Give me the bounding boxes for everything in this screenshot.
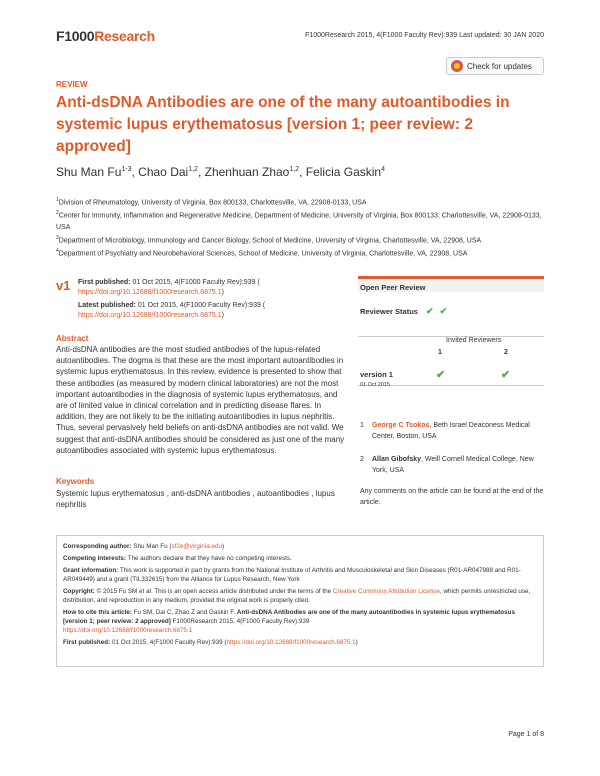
keywords-text: Systemic lupus erythematosus , anti-dsDNA antibodies , autoantibodies , lupus nephritis <box>56 489 335 509</box>
author[interactable]: Zhenhuan Zhao$^{1,2}$ <box>204 165 300 179</box>
cite-doi-link[interactable]: https://doi.org/10.12688/f1000research.6875.1 <box>63 627 193 634</box>
latest-published: Latest published: 01 Oct 2015, 4(F1000 Faculty Rev):939 ( https://doi.org/10.12688/f1000research.6875.1) <box>78 302 266 319</box>
reviewer-status: Reviewer Status ✔ ✔ <box>360 306 448 316</box>
grant-information: Grant information: This work is supported in part by grants from the National Institute of Arthritis and Musculoskeletal and Skin Diseases (R01-AR047988 and R01-AR049449) and a grant (TIL332615) from the Alliance for Lupus Research, New York <box>63 567 521 583</box>
page-header <box>56 28 544 48</box>
first-published-info: First published: 01 Oct 2015, 4(F1000 Faculty Rev):939 (https://doi.org/10.12688/f1000research.6875.1) <box>63 639 358 646</box>
check-for-updates-button[interactable]: Check for updates <box>446 57 544 75</box>
open-peer-review-panel: Open Peer Review Reviewer Status ✔ ✔ Invited Reviewers 1 2 version 1 01 Oct 2015 ✔ ✔ 1 George C Tsokos, Beth Israel Deaconess Medical Center, Boston, USA 2 Allan Gibofsky, Weill Cornell Medical College, New York, USA Any comments on the article can be found at the end of the article. <box>358 276 544 512</box>
citation-line: F1000Research 2015, 4(F1000 Faculty Rev):939 Last updated: 30 JAN 2020 <box>305 32 544 39</box>
author[interactable]: Shu Man Fu$^{1-3}$ <box>56 165 132 179</box>
corresponding-author: Corresponding author: Shu Man Fu (sf2e@virginia.edu) <box>63 543 225 550</box>
peer-review-heading: Open Peer Review <box>358 276 544 292</box>
version-date: 01 Oct 2015 <box>360 382 390 388</box>
affiliation: $^1$Division of Rheumatology, University of Virginia, Box 800133, Charlottesville, VA, 22908-0133, USA <box>56 197 367 207</box>
first-doi-link[interactable]: https://doi.org/10.12688/f1000research.6875.1 <box>78 289 222 296</box>
author[interactable]: Chao Dai$^{1,2}$ <box>138 165 198 179</box>
author[interactable]: Felicia Gaskin$^4$ <box>305 165 386 179</box>
comments-note: Any comments on the article can be found at the end of the article. <box>360 488 544 506</box>
f1000-logo[interactable]: F1000Research <box>56 28 155 44</box>
article-info-box <box>56 535 544 667</box>
first-published: First published: 01 Oct 2015, 4(F1000 Faculty Rev):939 ( https://doi.org/10.12688/f1000research.6875.1) <box>78 279 260 296</box>
affiliation: $^2$Center for Immunity, Inflammation and Regenerative Medicine, Department of Medicine, University of Virginia, Box 800133, Charlottesville, VA, 22908-0133, USA <box>56 210 542 231</box>
page-number: Page 1 of 8 <box>508 731 544 738</box>
invited-reviewers-table: Invited Reviewers 1 2 <box>358 336 544 386</box>
reviewer-name-link[interactable]: George C Tsokos <box>372 422 430 429</box>
reviewer-name: Allan Gibofsky <box>372 456 422 463</box>
approved-check-icon[interactable]: ✔ <box>501 369 511 381</box>
license-link[interactable]: Creative Commons Attribution License <box>332 588 440 595</box>
competing-interests: Competing interests: The authors declare that they have no competing interests. <box>63 555 292 562</box>
abstract-text: Anti-dsDNA antibodies are the most studied antibodies of the lupus-related autoantibodies. The dogma is that these are the most important autoantibodies in systemic lupus erythematosus. In this review, evidence is presented to show that these antibodies (as measured by modern clinical laboratories) are not the most important autoantibodies in the diagnosis of systemic lupus erythematosus, and are of limited value in clinical correlation and in predicting disease flares. In addition, they are not likely to be the initiating autoantibodies in lupus nephritis. Thus, several pervasively held beliefs on anti-dsDNA antibodies are not valid. We suggest that anti-dsDNA antibodies should be considered as just one of the many autoantibodies associated with systemic lupus erythematosus. <box>56 345 345 455</box>
email-link[interactable]: sf2e@virginia.edu <box>171 543 222 550</box>
affiliations <box>56 195 546 259</box>
latest-doi-link[interactable]: https://doi.org/10.12688/f1000research.6875.1 <box>78 312 222 319</box>
first-published-doi-link[interactable]: https://doi.org/10.12688/f1000research.6875.1 <box>226 639 356 646</box>
article-type: REVIEW <box>56 80 88 89</box>
abstract-heading: Abstract <box>56 334 89 343</box>
approved-check-icon[interactable]: ✔ <box>436 369 446 381</box>
crossmark-icon <box>451 60 463 72</box>
approved-check-icon: ✔ <box>426 306 434 316</box>
version-label: v1 <box>56 278 71 293</box>
how-to-cite: How to cite this article: Fu SM, Dai C, Zhao Z and Gaskin F. Anti-dsDNA Antibodies are one of the many autoantibodies in systemic lupus erythematosus [version 1; peer review: 2 approved] F1000Research 2015, 4(F1000 Faculty Rev):939 https://doi.org/10.12688/f1000research.6875.1 <box>63 609 515 634</box>
keywords-heading: Keywords <box>56 477 95 486</box>
version-link[interactable]: version 1 <box>360 370 393 379</box>
affiliation: $^4$Department of Psychiatry and Neurobehavioral Sciences, School of Medicine, University of Virginia, Charlottesville, VA, 22908, USA <box>56 247 468 258</box>
affiliation: $^3$Department of Microbiology, Immunology and Cancer Biology, School of Medicine, University of Virginia, Charlottesville, VA, 22908, USA <box>56 234 482 244</box>
article-title: Anti-dsDNA Antibodies are one of the many autoantibodies in systemic lupus erythematosus [version 1; peer review: 2 approved] <box>56 94 510 155</box>
copyright: Copyright: © 2015 Fu SM et al. This is an open access article distributed under the terms of the Creative Commons Attribution License, which permits unrestricted use, distribution, and reproduction in any medium, provided the original work is properly cited. <box>63 588 531 604</box>
approved-check-icon: ✔ <box>439 306 448 316</box>
author-list: Shu Man Fu$^{1-3}$, Chao Dai$^{1,2}$, Zhenhuan Zhao$^{1,2}$, Felicia Gaskin$^4$ <box>56 165 386 179</box>
